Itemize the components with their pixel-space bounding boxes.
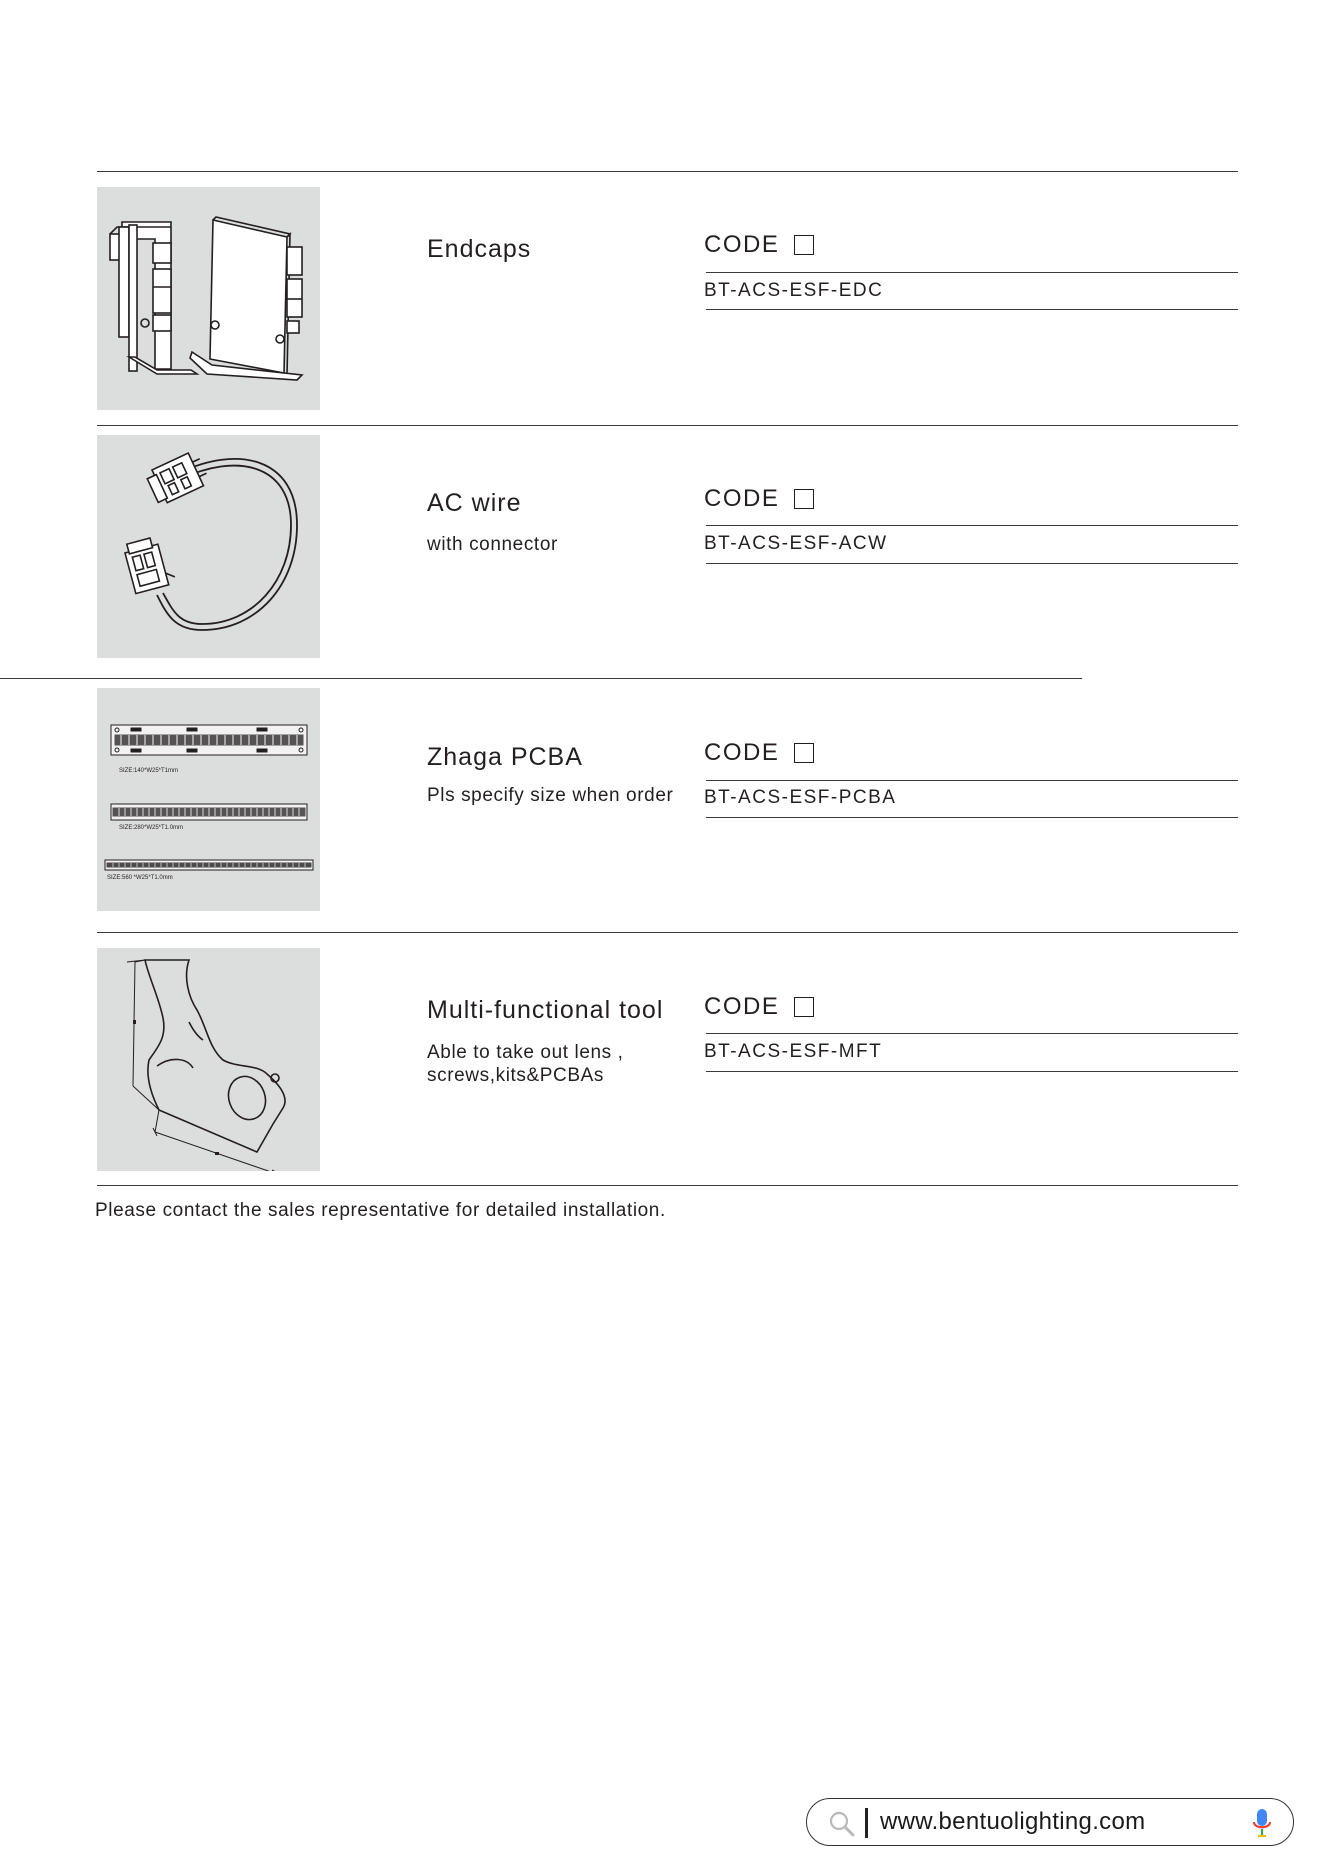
website-url: www.bentuolighting.com xyxy=(880,1808,1146,1835)
code-rule-upper xyxy=(706,525,1238,526)
code-label: CODE xyxy=(704,993,780,1020)
code-label: CODE xyxy=(704,739,780,766)
code-label: CODE xyxy=(704,231,780,258)
product-name-ac-wire: AC wire xyxy=(427,489,522,517)
product-code-zhaga-pcba: BT-ACS-ESF-PCBA xyxy=(704,787,897,808)
product-name-zhaga-pcba: Zhaga PCBA xyxy=(427,743,583,771)
code-rule-lower xyxy=(706,309,1238,310)
code-rule-upper xyxy=(706,1033,1238,1034)
endcaps-image xyxy=(97,187,320,410)
code-checkbox[interactable] xyxy=(794,997,814,1017)
website-search-bar[interactable] xyxy=(806,1798,1294,1846)
code-label: CODE xyxy=(704,485,780,512)
pcb-label-2: SIZE:280*W25*T1.0mm xyxy=(119,825,184,831)
code-rule-lower xyxy=(706,563,1238,564)
pcba-image xyxy=(97,688,320,911)
product-desc-multi-tool-line1: Able to take out lens , xyxy=(427,1042,624,1063)
code-rule-lower xyxy=(706,817,1238,818)
code-checkbox[interactable] xyxy=(794,743,814,763)
installation-note: Please contact the sales representative for detailed installation. xyxy=(95,1200,666,1221)
search-icon xyxy=(827,1809,857,1839)
product-name-endcaps: Endcaps xyxy=(427,235,532,263)
code-checkbox[interactable] xyxy=(794,489,814,509)
tool-image xyxy=(97,948,320,1171)
product-desc-multi-tool-line2: screws,kits&PCBAs xyxy=(427,1065,605,1086)
product-code-multi-tool: BT-ACS-ESF-MFT xyxy=(704,1041,883,1062)
product-desc-zhaga-pcba: Pls specify size when order xyxy=(427,785,674,806)
code-rule-lower xyxy=(706,1071,1238,1072)
product-code-ac-wire: BT-ACS-ESF-ACW xyxy=(704,533,888,554)
text-cursor xyxy=(865,1808,868,1838)
divider-1 xyxy=(97,425,1238,426)
divider-3 xyxy=(97,932,1238,933)
code-rule-upper xyxy=(706,780,1238,781)
product-code-endcaps: BT-ACS-ESF-EDC xyxy=(704,280,884,301)
code-checkbox[interactable] xyxy=(794,235,814,255)
code-rule-upper xyxy=(706,272,1238,273)
divider-top xyxy=(97,171,1238,172)
product-name-multi-tool: Multi-functional tool xyxy=(427,996,664,1024)
pcb-label-3: SIZE:560 *W25*T1.0mm xyxy=(107,875,173,881)
microphone-icon[interactable] xyxy=(1251,1807,1273,1839)
product-desc-ac-wire: with connector xyxy=(427,534,558,555)
divider-bottom xyxy=(97,1185,1238,1186)
ac-wire-image xyxy=(97,435,320,658)
divider-2 xyxy=(0,678,1082,679)
pcb-label-1: SIZE:140*W25*T1mm xyxy=(119,768,179,774)
